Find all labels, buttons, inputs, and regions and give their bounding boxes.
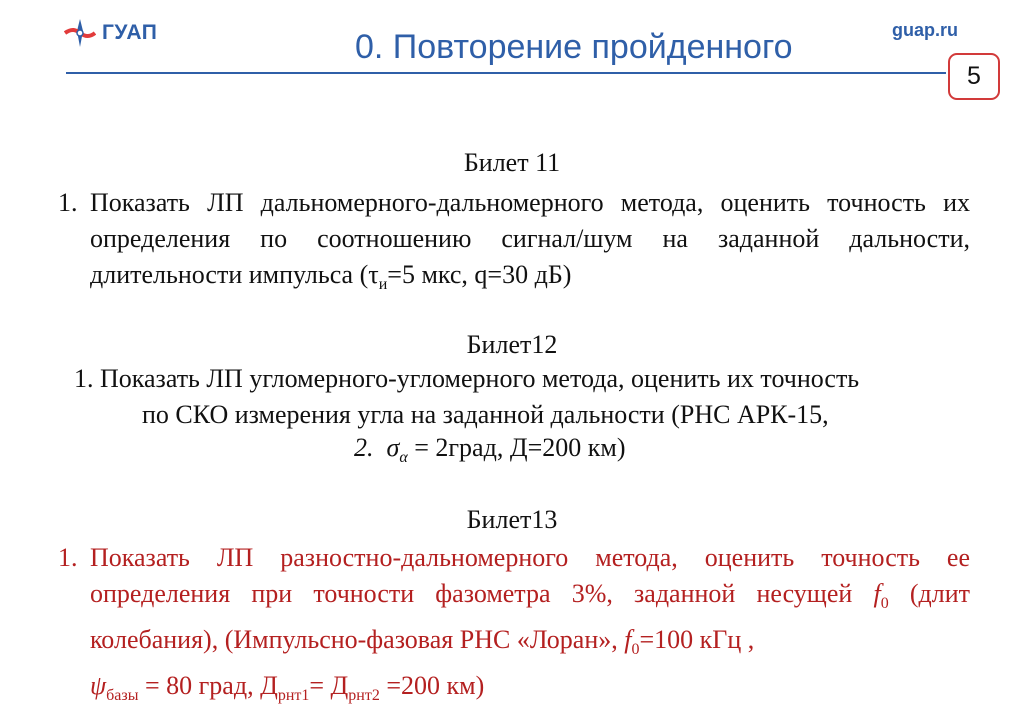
item-number: 1. xyxy=(74,364,94,393)
guap-logo xyxy=(64,18,157,48)
header-divider xyxy=(66,72,946,74)
ticket-13-heading: Билет13 xyxy=(466,505,558,534)
guap-emblem-icon xyxy=(64,18,96,48)
logo-text: ГУАП xyxy=(102,21,158,44)
ticket-13-item xyxy=(58,540,970,715)
ticket-12-line-2: по СКО измерения угла на заданной дальности (РНС АРК-15, xyxy=(142,400,829,429)
site-url[interactable]: guap.ru xyxy=(892,20,958,40)
ticket-12-line-3: 2. $\sigma_\alpha$ = 2град, Д=200 км) xyxy=(354,433,626,467)
item-text: Показать ЛП разностно-дальномерного метода, оценить точность ее определения при точности фазометра 3%, заданной несущей $f_0$ (длит колебания), (Импульсно-фазовая РНС «Лоран», $f_0=100$ кГц , $\psi_{базы} = 80$ град, $Д_{рнт1}= Д_{рнт2} =200$ км) xyxy=(90,543,970,705)
item-number: 1. xyxy=(58,188,78,217)
ticket-11-heading: Билет 11 xyxy=(463,148,561,177)
ticket-11-item xyxy=(58,185,970,303)
ticket-12-heading: Билет12 xyxy=(466,330,558,359)
ticket-12-line-1: 1. Показать ЛП угломерного-угломерного метода, оценить их точность xyxy=(74,364,860,393)
slide-title: 0. Повторение пройденного xyxy=(355,28,793,66)
item-text: Показать ЛП дальномерного-дальномерного метода, оценить точность их определения по соотношению сигнал/шум на заданной дальности, длительности импульса ($\tau_и=5$ мкс, q=30 дБ) xyxy=(90,188,970,294)
item-number: 1. xyxy=(58,543,78,572)
page-number-badge: 5 xyxy=(948,53,1000,100)
